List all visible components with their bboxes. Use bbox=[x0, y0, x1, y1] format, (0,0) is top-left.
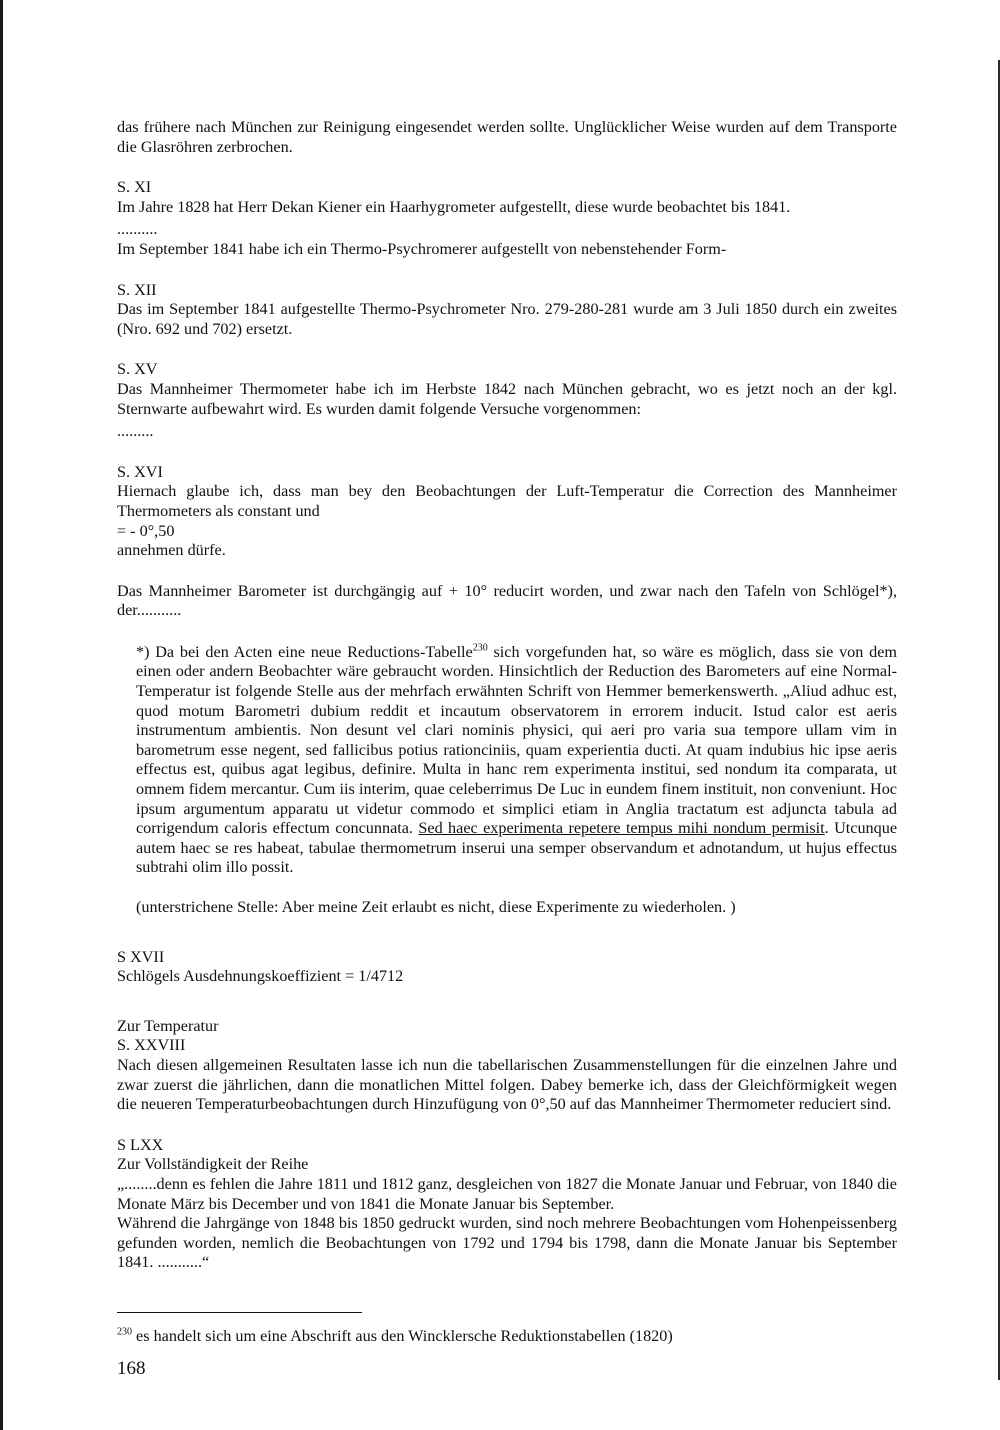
page-number: 168 bbox=[117, 1358, 146, 1379]
section-text-xv: Das Mannheimer Thermometer habe ich im Herbste 1842 nach München gebracht, wo es jetzt noch an der kgl. Sternwarte aufbewahrt wird. Es wurden damit folgende Versuche vorgenommen: bbox=[117, 379, 897, 418]
section-subheading-lxx: Zur Vollständigkeit der Reihe bbox=[117, 1155, 309, 1174]
section-text-xii: Das im September 1841 aufgestellte Thermo-Psychrometer Nro. 279-280-281 wurde am 3 Juli 1850 durch ein zweites (Nro. 692 und 702) ersetzt. bbox=[117, 300, 897, 338]
intro-paragraph: das frühere nach München zur Reinigung eingesendet werden sollte. Unglücklicher Weise wurden auf dem Transporte die Glasröhren zerbrochen. bbox=[117, 118, 897, 156]
note-part-c: . Utcunque autem haec se res habeat, tabulae thermometrum inserui una semper observandum et adnotandum, ut hujus effectus subtrahi olim illo possit. bbox=[136, 819, 898, 877]
translation-note: (unterstrichene Stelle: Aber meine Zeit erlaubt es nicht, diese Experimente zu wiederholen. ) bbox=[136, 898, 736, 916]
ellipsis-xi: .......... bbox=[117, 220, 158, 239]
footnote-ref-230: 230 bbox=[472, 642, 488, 654]
section-text-lxx-2: Während die Jahrgänge von 1848 bis 1850 gedruckt wurden, sind noch mehrere Beobachtungen vom Hohenpeissenberg gefunden worden, nemlich die Beobachtungen von 1792 und 1794 bis 1798, dann die Monate Januar bis September 1841. ...........“ bbox=[117, 1214, 897, 1272]
section-text-lxx-1: „........denn es fehlen die Jahre 1811 und 1812 ganz, desgleichen von 1827 die Monate Januar und Februar, von 1840 die Monate März bis December und von 1841 die Monate Januar bis September. bbox=[117, 1174, 897, 1213]
barometer-paragraph: Das Mannheimer Barometer ist durchgängig auf + 10° reducirt worden, und zwar nach den Tafeln von Schlögel*), der........... bbox=[117, 581, 897, 620]
section-heading-xvii: S XVII bbox=[117, 947, 165, 966]
section-text-xxviii: Nach diesen allgemeinen Resultaten lasse ich nun die tabellarischen Zusammenstellungen für die einzelnen Jahre und zwar zuerst die jährlichen, dann die monatlichen Mittel folgen. Dabey bemerke ich, dass der Gleichförmigkeit wegen die neueren Temperaturbeobachtungen durch Hinzufügung von 0°,50 auf das Mannheimer Thermometer reduciert sind. bbox=[117, 1055, 897, 1114]
footnote-text: es handelt sich um eine Abschrift aus den Wincklersche Reduktionstabellen (1820) bbox=[132, 1327, 673, 1345]
correction-value: = - 0°,50 bbox=[117, 521, 175, 540]
footnote-quote-block bbox=[136, 643, 897, 878]
page-body bbox=[117, 118, 897, 1273]
temperature-heading: Zur Temperatur bbox=[117, 1016, 219, 1035]
ellipsis-xv: ......... bbox=[117, 422, 154, 441]
section-text-xi-2: Im September 1841 habe ich ein Thermo-Psychromerer aufgestellt von nebenstehender Form- bbox=[117, 239, 727, 258]
footnote-number: 230 bbox=[117, 1326, 132, 1338]
footnote bbox=[117, 1326, 897, 1346]
note-part-a: *) Da bei den Acten eine neue Reductions-Tabelle bbox=[136, 642, 473, 661]
section-heading-xv: S. XV bbox=[117, 360, 158, 379]
section-text-xi: Im Jahre 1828 hat Herr Dekan Kiener ein Haarhygrometer aufgestellt, diese wurde beobachtet bis 1841. bbox=[117, 197, 791, 216]
section-text-xvi-end: annehmen dürfe. bbox=[117, 541, 226, 560]
section-text-xvi: Hiernach glaube ich, dass man bey den Beobachtungen der Luft-Temperatur die Correction des Mannheimer Thermometers als constant und bbox=[117, 482, 897, 520]
section-heading-xii: S. XII bbox=[117, 280, 157, 299]
section-heading-xi: S. XI bbox=[117, 178, 152, 197]
section-heading-lxx: S LXX bbox=[117, 1135, 164, 1154]
section-heading-xxviii: S. XXVIII bbox=[117, 1036, 186, 1055]
section-heading-xvi: S. XVI bbox=[117, 462, 163, 481]
underlined-passage: Sed haec experimenta repetere tempus mihi nondum permisit bbox=[418, 819, 825, 838]
section-text-xvii: Schlögels Ausdehnungskoeffizient = 1/4712 bbox=[117, 967, 404, 986]
note-part-b: sich vorgefunden hat, so wäre es möglich, dass sie von dem einen oder andern Beobachter wäre gebraucht worden. Hinsichtlich der Reduction des Barometers auf eine Normal-Temperatur ist folgende Stelle aus der mehrfach erwähnten Schrift von Hemmer bemerkenswerth. „Aliud adhuc est, quod motum Barometri dubium reddit et incautum observatorem in errorem inducit. Istud calor est aeris instrumentum ambientis. Non desunt vel clari nominis physici, qui aeri pro varia sua tempore ullam vim in barometrum esse negent, sed fallicibus potius rationciniis, quam experientia ducti. At quam indubius hic ipse aeris effectus est, quibus agat legibus, definire. Multa in hanc rem experimenta institui, sed nondum ita comparata, ut omnem fidem mercantur. Cum iis interim, quae celeberrimus De Luc in eundem finem instituit, non conveniunt. Hoc ipsum argumentum apparatu ut videtur commodo et simplici etiam in Anglia tractatum est adjuncta tabula ad corrigendum caloris effectum concunnata. bbox=[136, 642, 897, 838]
scan-edge-left bbox=[0, 0, 3, 1430]
footnote-divider bbox=[117, 1312, 362, 1313]
